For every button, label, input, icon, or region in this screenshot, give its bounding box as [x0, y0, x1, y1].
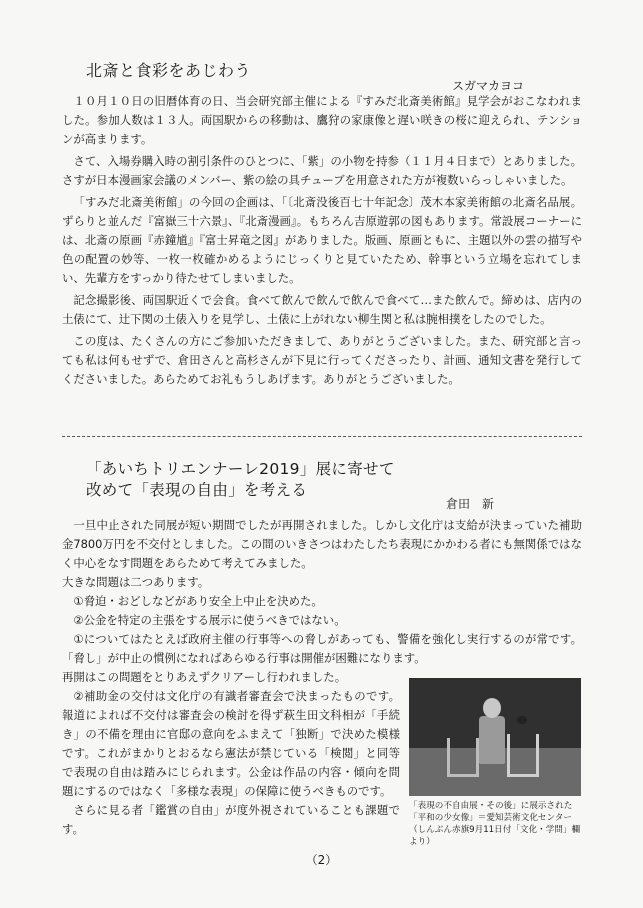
article1-paragraph: １０月１０日の旧暦体育の日、当会研究部主催による『すみだ北斎美術館』見学会がおこなわれました。参加人数は１３人。両国駅からの移動は、鷹狩の家康像と遅い咲きの桜に迎えられ、テンションが高まります。	[62, 94, 582, 146]
article1-paragraph: 記念撮影後、両国駅近くで会食。食べて飲んで飲んで飲んで食べて…また飲んで。締めは、店内の土俵にて、辻下関の土俵入りを見学し、土俵に上がれない柳生関と私は腕相撲をしたのでした。	[62, 293, 582, 326]
article1-author: スガマカヨコ	[452, 79, 525, 93]
article2-paragraph: ②補助金の交付は文化庁の有識者審査会で決まったものです。報道によれば不交付は審査会の検討を得ず萩生田文科相が「手続き」の不備を理由に官邸の意向をふまえて「独断」で決めた模様です。これがまかりとおるなら憲法が禁じている「検閲」と同等で表現の自由は踏みにじられます。公金は作品の内容・傾向を問題にするのではなく「多様な表現」の保障に使うべきものです。	[62, 689, 400, 798]
section-divider	[62, 436, 582, 437]
empty-chair	[447, 738, 479, 777]
article2-paragraph: ①脅迫・おどしなどがあり安全上中止を決めた。	[73, 594, 323, 608]
article1-paragraph: 「すみだ北斎美術館」の今回の企画は、「〔北斎没後百七十年記念〕茂木本家美術館の北斎名品展。ずらりと並んだ『富嶽三十六景』、『北斎漫画』。もちろん吉原遊郭の図もあります。常設展コーナーには、北斎の原画『赤鐘馗』『富士昇竜之図』がありました。版画、原画ともに、主題以外の雲の描写や色の配置の妙等、一枚一枚確かめるようにじっくりと見ていたため、幹事という立場を忘れてしまい、先輩方をすっかり待たせてしまいました。	[62, 195, 582, 285]
article2-title	[86, 459, 395, 501]
article2-paragraph: ①についてはたとえば政府主催の行事等への脅しがあっても、警備を強化し実行するのが常です。「脅し」が中止の慣例になればあらゆる行事は開催が困難になります。	[62, 632, 582, 665]
statue-figure	[479, 716, 505, 764]
page-number: （2）	[305, 853, 338, 867]
photo-caption: 「表現の不自由展・その後」に展示された「平和の少女像」＝愛知芸術文化センター（しんぶん赤旗9月11日付「文化・学問」欄より）	[409, 801, 581, 847]
article2-author: 倉田 新	[446, 497, 495, 511]
empty-chair	[507, 734, 539, 777]
bird-figure	[517, 716, 527, 724]
article2-title-line2: 改めて「表現の自由」を考える	[86, 481, 308, 499]
article2-title-line1: 「あいちトリエンナーレ2019」展に寄せて	[86, 460, 395, 478]
article2-paragraph: さらに見る者「鑑賞の自由」が度外視されていることも課題です。	[62, 803, 400, 836]
article2-paragraph: 一旦中止された同展が短い期間でしたが再開されました。しかし文化庁は支給が決まっていた補助金7800万円を不交付としました。この間のいきさつはわたしたち表現にかかわる者にも無関係ではなく中心をなす問題をあらためて考えてみました。	[62, 518, 582, 570]
article2-paragraph: 大きな問題は二つあります。	[62, 575, 210, 589]
article2-paragraph: ②公金を特定の主張をする展示に使うべきではない。	[73, 613, 346, 627]
article1-body	[62, 92, 582, 389]
article2-paragraph: 再開はこの問題をとりあえずクリアーし行われました。	[62, 670, 347, 684]
statue-head	[483, 698, 501, 718]
article1-paragraph: さて、入場券購入時の割引条件のひとつに、「紫」の小物を持参（１１月４日まで）とありました。さすが日本漫画家会議のメンバー、紫の絵の具チューブを用意された方が複数いらっしゃいました。	[62, 154, 582, 187]
article1-title: 北斎と食彩をあじわう	[86, 61, 252, 80]
article1-paragraph: この度は、たくさんの方にご参加いただきまして、ありがとうございました。また、研究部と言っても私は何もせずで、倉田さんと高杉さんが下見に行ってくださったり、計画、通知文書を発行してくださいました。あらためてお礼もうしあげます。ありがとうございました。	[62, 334, 582, 386]
statue-photo	[409, 678, 581, 796]
